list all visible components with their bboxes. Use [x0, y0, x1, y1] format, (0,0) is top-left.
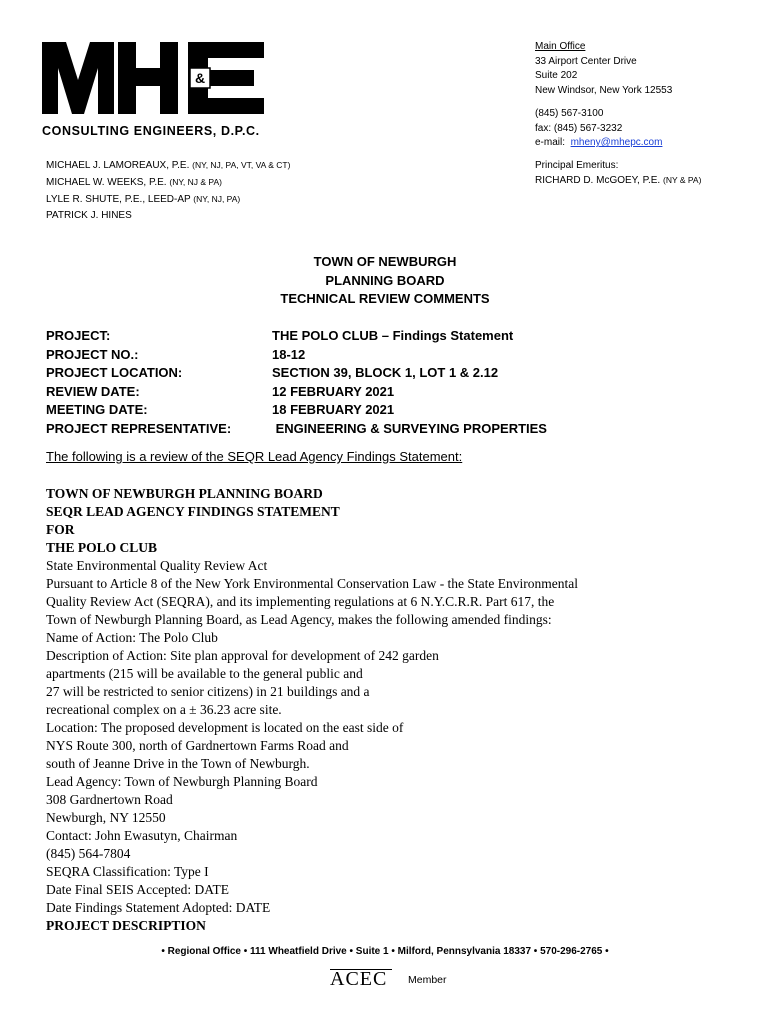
body-line: Location: The proposed development is located on the east side of [46, 720, 404, 735]
body-line: Town of Newburgh Planning Board, as Lead Agency, makes the following amended findings: [46, 612, 552, 627]
body-line: TOWN OF NEWBURGH PLANNING BOARD [46, 486, 323, 501]
emeritus-name-row: RICHARD D. McGOEY, P.E. (NY & PA) [535, 175, 702, 186]
principal-row: LYLE R. SHUTE, P.E., LEED-AP (NY, NJ, PA) [46, 194, 241, 205]
project-row: PROJECT REPRESENTATIVE: ENGINEERING & SURVEYING PROPERTIES [46, 420, 547, 436]
body-line: THE POLO CLUB [46, 540, 158, 555]
regional-office-footer: • Regional Office • 111 Wheatfield Drive • Suite 1 • Milford, Pennsylvania 18337 • 570-296-2765 • [161, 946, 609, 957]
body-line: Quality Review Act (SEQRA), and its implementing regulations at 6 N.Y.C.R.R. Part 617, the [46, 594, 555, 609]
project-row: REVIEW DATE: 12 FEBRUARY 2021 [46, 383, 395, 399]
principal-row: PATRICK J. HINES [46, 210, 132, 221]
firm-name: CONSULTING ENGINEERS, D.P.C. [42, 124, 260, 138]
body-line: SEQRA Classification: Type I [46, 864, 209, 879]
body-line: Pursuant to Article 8 of the New York Environmental Conservation Law - the State Environmental [46, 576, 579, 591]
principals-list [46, 157, 290, 224]
body-line: recreational complex on a ± 36.23 acre site. [46, 702, 282, 717]
principal-row: MICHAEL W. WEEKS, P.E. (NY, NJ & PA) [46, 177, 222, 188]
body-line: (845) 564-7804 [46, 846, 131, 861]
office-fax: fax: (845) 567-3232 [535, 122, 623, 134]
body-line: south of Jeanne Drive in the Town of Newburgh. [46, 756, 310, 771]
project-row: PROJECT LOCATION: SECTION 39, BLOCK 1, LOT 1 & 2.12 [46, 365, 499, 380]
findings-body [46, 485, 578, 935]
project-row: PROJECT NO.: 18-12 [46, 346, 306, 362]
principal-row: MICHAEL J. LAMOREAUX, P.E. (NY, NJ, PA, VT, VA & CT) [46, 160, 291, 171]
body-line: State Environmental Quality Review Act [46, 558, 268, 573]
project-info-table [46, 327, 547, 438]
body-line: apartments (215 will be available to the general public and [46, 666, 363, 681]
member-label: Member [408, 974, 447, 986]
acec-logo: ACEC [330, 968, 388, 990]
office-address-3: New Windsor, New York 12553 [535, 84, 673, 96]
office-phone: (845) 567-3100 [535, 108, 604, 119]
project-row: MEETING DATE: 18 FEBRUARY 2021 [46, 402, 395, 417]
body-line: SEQR LEAD AGENCY FINDINGS STATEMENT [46, 504, 340, 519]
emeritus-label: Principal Emeritus: [535, 159, 619, 171]
body-line: FOR [46, 522, 75, 537]
body-line: Date Findings Statement Adopted: DATE [46, 900, 271, 915]
review-intro: The following is a review of the SEQR Lead Agency Findings Statement: [46, 449, 463, 464]
email-link[interactable]: mheny@mhepc.com [570, 137, 663, 148]
office-block [535, 40, 701, 189]
logo-ampersand: & [194, 70, 206, 86]
body-line: Newburgh, NY 12550 [46, 810, 166, 825]
body-line: Lead Agency: Town of Newburgh Planning Board [46, 774, 318, 789]
body-line: NYS Route 300, north of Gardnertown Farms Road and [46, 738, 349, 753]
office-address-1: 33 Airport Center Drive [535, 55, 637, 67]
body-line: Description of Action: Site plan approval for development of 242 garden [46, 648, 439, 663]
body-line: Date Final SEIS Accepted: DATE [46, 882, 229, 897]
body-line: 308 Gardnertown Road [46, 792, 173, 807]
office-address-2: Suite 202 [535, 70, 578, 81]
body-line: Contact: John Ewasutyn, Chairman [46, 828, 238, 843]
document-heading: TOWN OF NEWBURGH PLANNING BOARD TECHNICAL REVIEW COMMENTS [280, 254, 490, 306]
office-email-row: e-mail: mheny@mhepc.com [535, 137, 663, 148]
project-row: PROJECT: THE POLO CLUB – Findings Statement [46, 328, 514, 343]
body-line: PROJECT DESCRIPTION [46, 918, 206, 933]
office-heading: Main Office [535, 41, 586, 52]
body-line: 27 will be restricted to senior citizens) in 21 buildings and a [46, 684, 370, 699]
body-line: Name of Action: The Polo Club [46, 630, 218, 645]
